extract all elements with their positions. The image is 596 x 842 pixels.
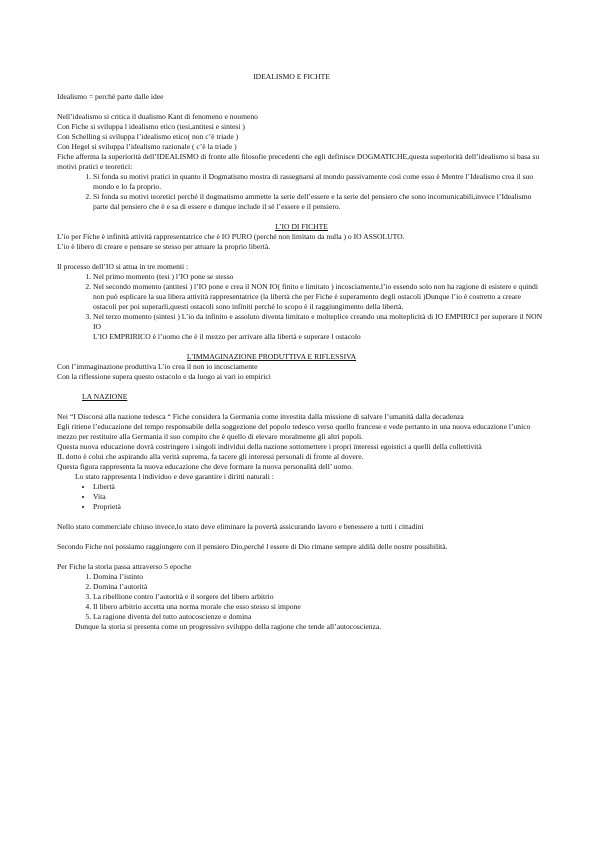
io-line: L’io è libero di creare e pensare se stesso per attuare la proprio libertà. (57, 242, 271, 251)
motivi-list (57, 172, 546, 212)
list-item: 2. Si fonda su motivi teoretici perché il dogmatismo ammette la serie dell’essere e la serie del pensiero che sono incomunicabili,invece l’Idealismo parte dal pensiero che è e sa di essere e dunque include il sé l’essere e il pensiero. (93, 192, 546, 212)
list-item: 1. Domina l’istinto (93, 572, 546, 582)
idealism-definition: Idealismo = perché parte dalle idee (57, 92, 164, 101)
list-item: 1. Nel primo momento (tesi ) l’IO pone se stesso (93, 272, 546, 282)
dio-line: Secondo Fiche noi possiamo raggiungere con il pensiero Dio,perché l essere di Dio rimane sempre aldilà delle nostre possibilità. (57, 542, 448, 551)
section-heading-nazione: LA NAZIONE (82, 392, 128, 401)
nazione-line: Egli ritiene l’educazione del tempo responsabile della soggezione del popolo tedesco verso quello francese e vede pertanto in una nuova educazione l’unico mezzo per restituire alla Germania il suo compito che è quello di elevare moralmente gli altri popoli. (57, 422, 531, 441)
intro-line: Con Fiche si sviluppa l idealismo etico (tesi,antitesi e sintesi ) (57, 122, 245, 131)
storia-conclusione: Dunque la storia si presenta come un progressivo sviluppo della ragione che tende all’autocoscienza. (75, 622, 382, 631)
immaginazione-line: Con la riflessione supera questo ostacolo e da luogo ai vari io empirici (57, 372, 271, 381)
io-line: L’io per Fiche è infinità attività rappresentatrice che è IO PURO (perché non limitato da nulla ) o IO ASSOLUTO. (57, 232, 405, 241)
document-title: IDEALISMO E FICHTE (253, 72, 330, 81)
list-item: • Vita (93, 492, 546, 502)
rights-list (57, 482, 546, 512)
nazione-line: Nei “I Discorsi alla nazione tedesca “ Fiche considera la Germania come investita dalla missione di salvare l’umanità dalla decadenza (57, 412, 464, 421)
intro-line: Con Hegel si sviluppa l’idealismo razionale ( c’è la triade ) (57, 142, 237, 151)
section-heading-io: L’IO DI FICHTE (275, 222, 328, 231)
list-item: 4. Il libero arbitrio accetta una norma morale che esso stesso si impone (93, 602, 546, 612)
nazione-line: IL dotto è colui che aspirando alla verità suprema, fa tacere gli interessi personali di fronte al dovere. (57, 452, 364, 461)
intro-line: Con Schelling si sviluppa l’idealismo etico( non c’è triade ) (57, 132, 239, 141)
list-item: 3. Nel terzo momento (sintesi ) L’io da infinito e assoluto diventa limitato e molteplice creando una molteplicità di IO EMPIRICI per superare il NON IO (93, 312, 546, 332)
list-item: 2. Domina l’autorità (93, 582, 546, 592)
intro-line: Nell’idealismo si critica il dualismo Kant di fenomeno e noumeno (57, 112, 258, 121)
stato-line: Lo stato rappresenta l individuo e deve garantire i diritti naturali : (75, 472, 274, 481)
nazione-line: Questa nuova educazione dovrà costringere i singoli individui della nazione sottomettere i propri interessi egoistici a quelli della collettività (57, 442, 482, 451)
io-empirico: L’IO EMPRIRICO è l’uomo che è il mezzo per arrivare alla libertà e superare l ostacolo (93, 332, 361, 341)
section-heading-immaginazione: L’IMMAGINAZIONE PRODUTTIVA E RIFLESSIVA (186, 352, 357, 361)
list-item: 1. Si fonda su motivi pratici in quanto il Dogmatismo mostra di rassegnarsi al mondo passivamente così come esso è Mentre l’Idealismo crea il suo mondo e lo fa proprio. (93, 172, 546, 192)
intro-line: Fiche afferma la superiorità dell’IDEALISMO di fronte alle filosofie precedenti che egli definisce DOGMATICHE,questa superiorità dell’idealismo si basa su motivi pratici e teoretici: (57, 152, 540, 171)
process-intro: Il processo dell’IO si attua in tre momenti : (57, 262, 189, 271)
moments-list (57, 272, 546, 332)
stato-commerciale: Nello stato commerciale chiuso invece,lo stato deve eliminare la povertà assicurando lavoro e benessere a tutti i cittadini (57, 522, 424, 531)
list-item: 5. La ragione diventa del tutto autocoscienze e domina (93, 612, 546, 622)
storia-intro: Per Fiche la storia passa attraverso 5 epoche (57, 562, 192, 571)
list-item: • Proprietà (93, 502, 546, 512)
epoche-list (57, 572, 546, 622)
immaginazione-line: Con l’immaginazione produttiva L’io crea il non io incosciamente (57, 362, 258, 371)
list-item: 3. La ribellione contro l’autorità e il sorgere del libero arbitrio (93, 592, 546, 602)
list-item: 2. Nel secondo momento (antitesi ) l’IO pone e crea il NON IO( finito e limitato ) incosciamente,l’io essendo solo non ha ragione di esistere e quindi non può esplicare la sua libera attività rappresentatrice (la libertà che per Fiche è superamento degli ostacoli )Dunque l’io è costretto a creare ostacoli per poi superarli,questi ostacoli sono infiniti perché lo scopo è il raggiungimento della libertà. (93, 282, 546, 312)
nazione-line: Questa figura rappresenta la nuova educazione che deve formare la nuova personalità dell’ uomo. (57, 462, 353, 471)
list-item: • Libertà (93, 482, 546, 492)
